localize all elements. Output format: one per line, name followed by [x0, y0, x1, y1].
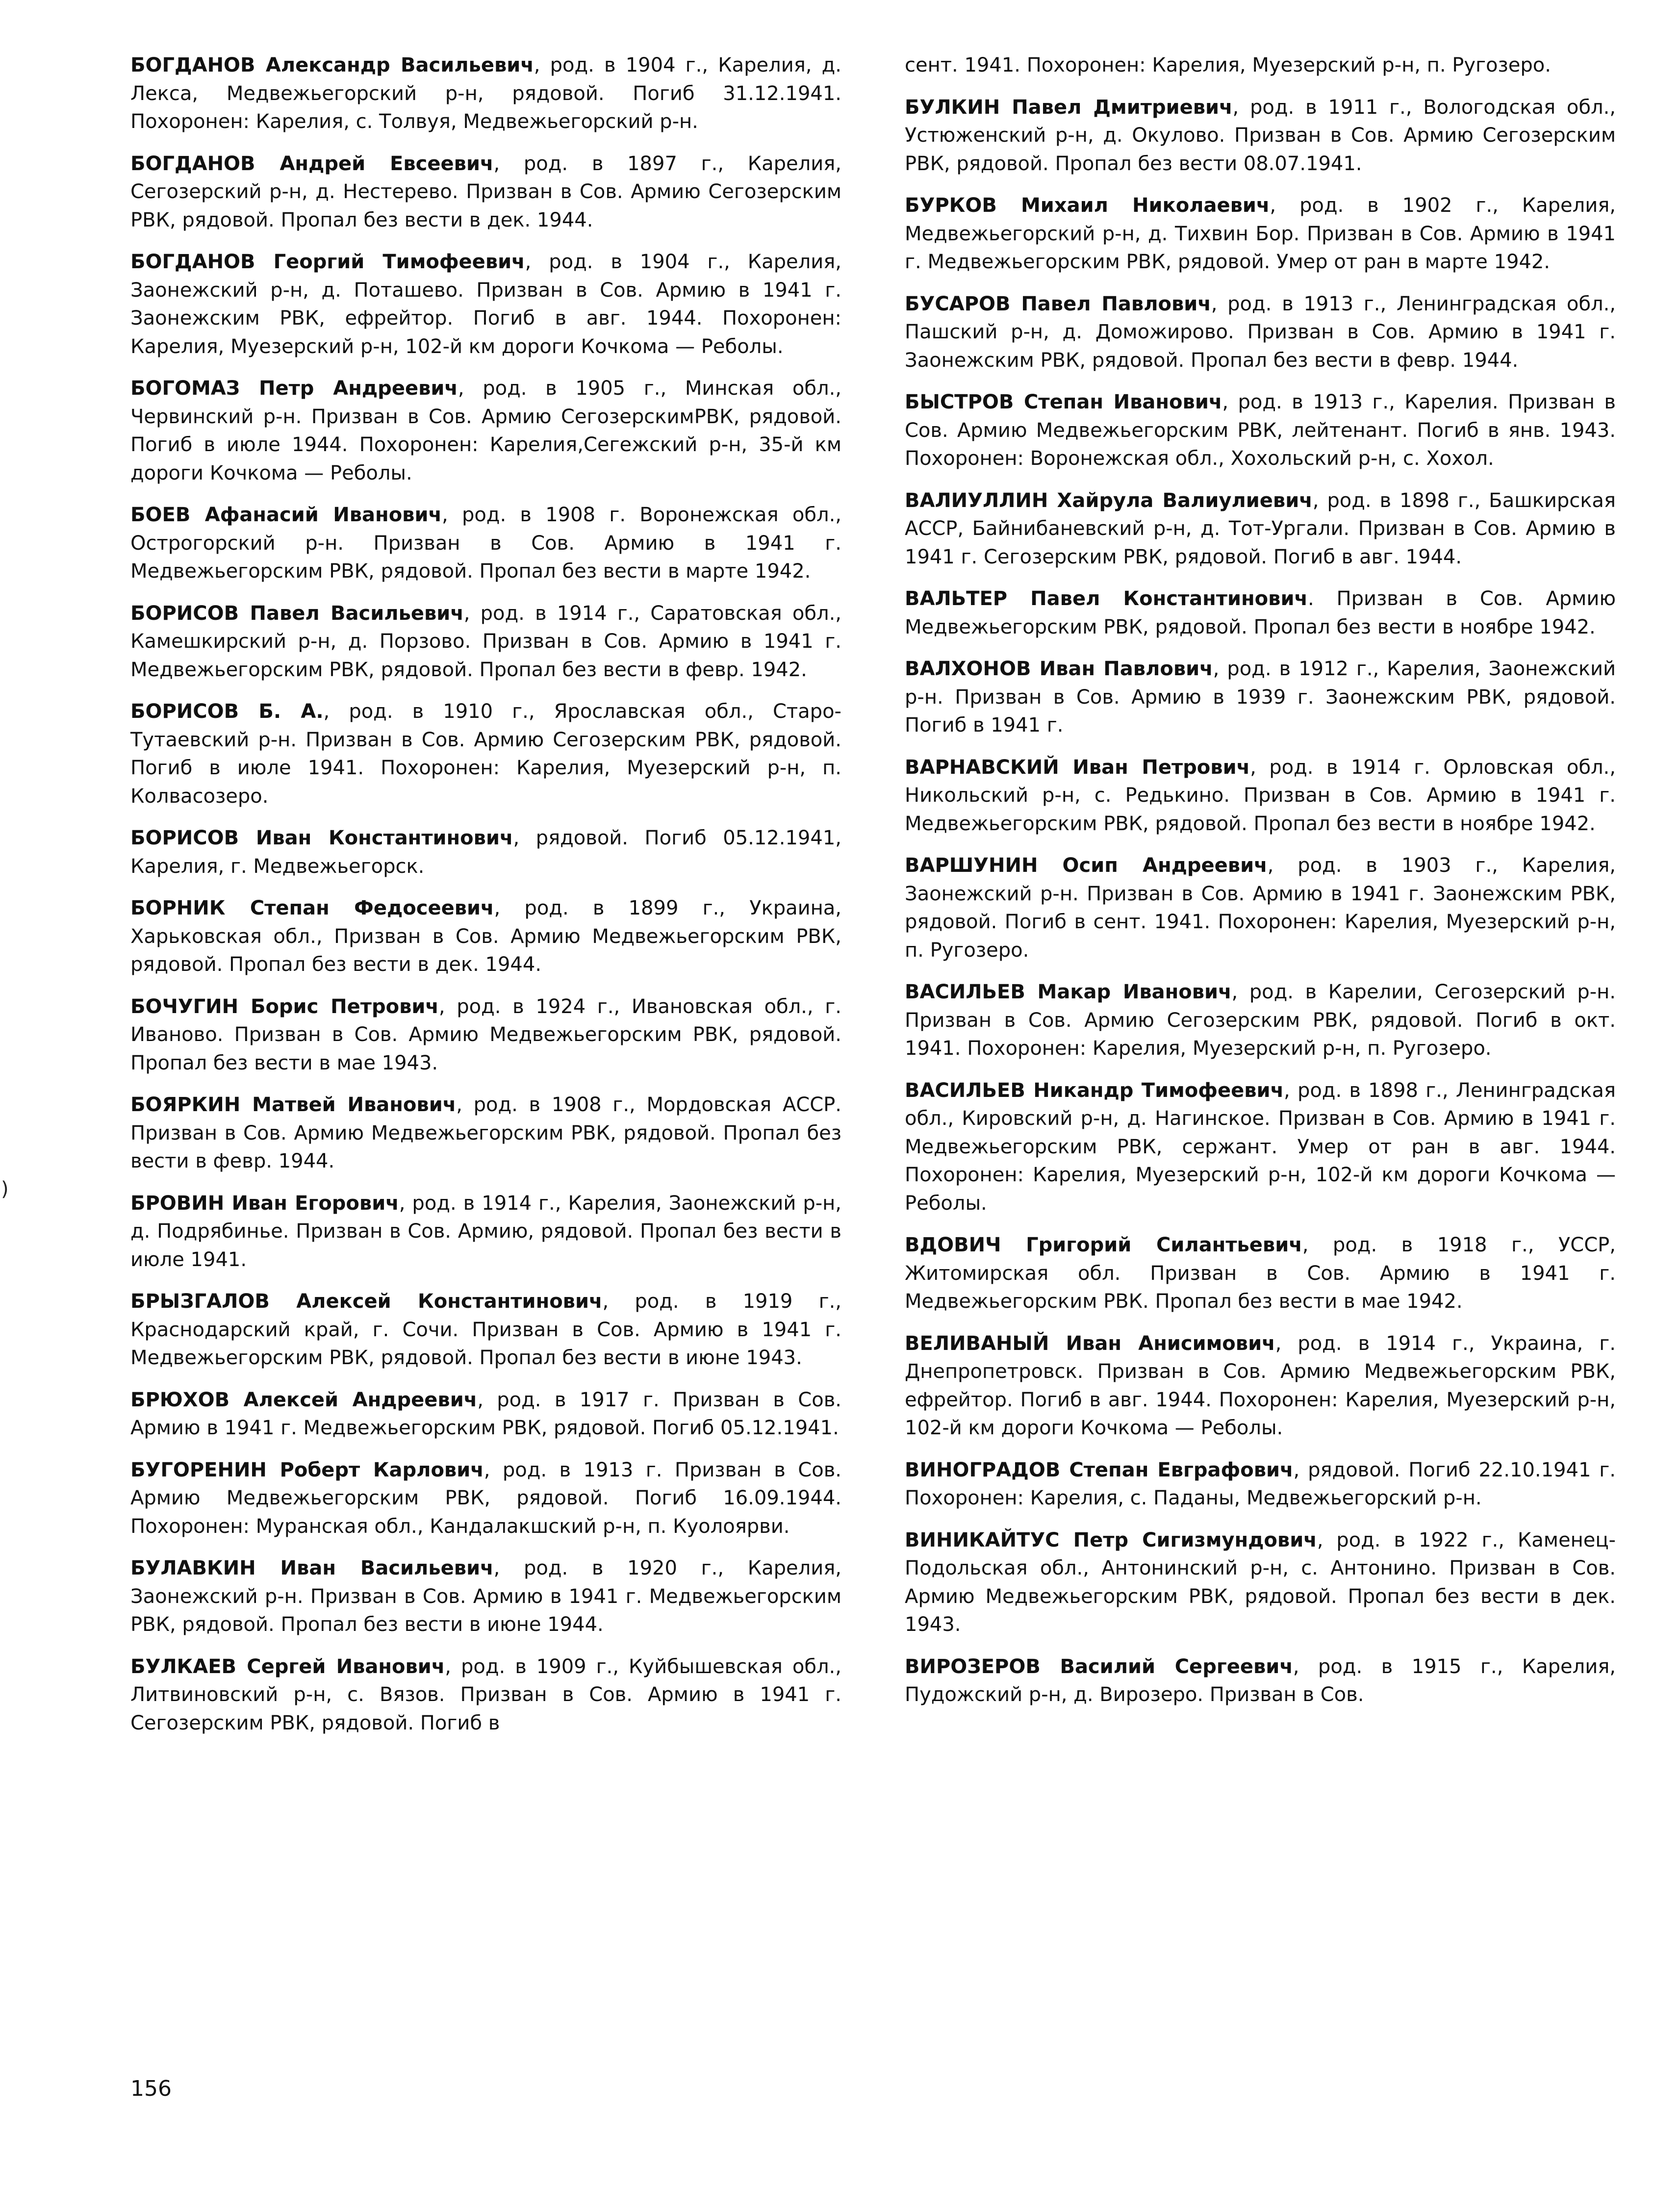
entry-text: , род. в 1914 г., Саратовская обл., Камешкирский р-н, д. Порзово. Призван в Сов. Армию в 1941 г. Медвежьегорским РВК, рядовой. Пропал без вести в февр. 1942. — [130, 602, 841, 681]
entry — [905, 978, 1616, 1063]
entry-text: , род. в 1904 г., Карелия, Заонежский р-н, д. Поташево. Призван в Сов. Армию в 1941 г. Заонежским РВК, ефрейтор. Погиб в авг. 1944. Похоронен: Карелия, Муезерский р-н, 102-й км дороги Кочкома — Реболы. — [130, 251, 841, 358]
margin-mark: ) — [1, 1178, 9, 1200]
entry — [905, 585, 1616, 641]
entry-name: ВАРНАВСКИЙ Иван Петрович — [905, 756, 1250, 779]
entry — [130, 824, 841, 881]
entry-text: , род. в 1909 г., Куйбышевская обл., Литвиновский р-н, с. Вязов. Призван в Сов. Армию в 1941 г. Сегозерским РВК, рядовой. Погиб в — [130, 1655, 841, 1734]
entry — [130, 1653, 841, 1738]
entry-text: , род. в 1908 г. Воронежская обл., Острогорский р-н. Призван в Сов. Армию в 1941 г. Медвежьегорским РВК, рядовой. Пропал без вести в марте 1942. — [130, 504, 841, 583]
entry-text: , род. в 1922 г., Каменец-Подольская обл., Антонинский р-н, с. Антонино. Призван в Сов. Армию Медвежьегорским РВК, рядовой. Пропал без вести в дек. 1943. — [905, 1528, 1616, 1636]
entry-text: , род. в 1908 г., Мордовская АССР. Призван в Сов. Армию Медвежьегорским РВК, рядовой. Пропал без вести в февр. 1944. — [130, 1093, 841, 1172]
entry — [905, 754, 1616, 839]
entry-name: ВИРОЗЕРОВ Василий Сергеевич — [905, 1655, 1293, 1678]
entry-text: , род. в 1899 г., Украина, Харьковская обл., Призван в Сов. Армию Медвежьегорским РВК, рядовой. Пропал без вести в дек. 1944. — [130, 897, 842, 976]
entry — [130, 51, 841, 136]
entry-text: , род. в 1914 г., Украина, г. Днепропетровск. Призван в Сов. Армию Медвежьегорским РВК, ефрейтор. Погиб в авг. 1944. Похоронен: Карелия, Муезерский р-н, 102-й км дороги Кочкома — Реболы. — [905, 1332, 1616, 1439]
entry — [905, 1456, 1616, 1513]
entry-name: ВИНИКАЙТУС Петр Сигизмундович — [905, 1528, 1317, 1551]
entry-text: , род. в 1917 г. Призван в Сов. Армию в 1941 г. Медвежьегорским РВК, рядовой. Погиб 05.12.1941. — [130, 1388, 841, 1439]
entry-text: , род. в 1913 г., Ленинградская обл., Пашский р-н, д. Доможирово. Призван в Сов. Армию в 1941 г. Заонежским РВК, рядовой. Пропал без вести в февр. 1944. — [905, 292, 1616, 372]
entry — [130, 1091, 841, 1176]
entry — [905, 852, 1616, 965]
entry-name: ВАЛХОНОВ Иван Павлович — [905, 658, 1213, 680]
entry-text: , род. в 1918 г., УССР, Житомирская обл. Призван в Сов. Армию в 1941 г. Медвежьегорским РВК. Пропал без вести в мае 1942. — [905, 1234, 1616, 1313]
entry-text: , род. в 1920 г., Карелия, Заонежский р-н. Призван в Сов. Армию в 1941 г. Медвежьегорским РВК, рядовой. Пропал без вести в июне 1944. — [130, 1557, 842, 1636]
entry — [905, 388, 1616, 473]
entry-name: ВДОВИЧ Григорий Силантьевич — [905, 1234, 1302, 1256]
left-column — [130, 51, 841, 1751]
entry — [905, 94, 1616, 178]
entry-name: БОГДАНОВ Александр Васильевич — [130, 54, 534, 76]
entry-text: , рядовой. Погиб 22.10.1941 г. Похоронен: Карелия, с. Паданы, Медвежьегорский р-н. — [905, 1458, 1616, 1509]
right-column — [905, 51, 1616, 1723]
entry-name: БРЮХОВ Алексей Андреевич — [130, 1388, 478, 1411]
entry — [130, 501, 841, 586]
entry-text: , род. в 1914 г., Карелия, Заонежский р-н, д. Подрябинье. Призван в Сов. Армию, рядовой. Пропал без вести в июле 1941. — [130, 1192, 842, 1271]
entry-name: ВИНОГРАДОВ Степан Евграфович — [905, 1458, 1294, 1481]
entry-name: БОГДАНОВ Георгий Тимофеевич — [130, 251, 525, 273]
entry-text: , рядовой. Погиб 05.12.1941, Карелия, г. Медвежьегорск. — [130, 827, 841, 878]
entry-name: БОЕВ Афанасий Иванович — [130, 504, 442, 526]
entry-text: , род. в 1902 г., Карелия, Медвежьегорский р-н, д. Тихвин Бор. Призван в Сов. Армию в 1941 г. Медвежьегорским РВК, рядовой. Умер от ран в марте 1942. — [905, 194, 1616, 273]
entry-name: БУРКОВ Михаил Николаевич — [905, 194, 1270, 217]
entry-text: , род. в 1914 г. Орловская обл., Никольский р-н, с. Редькино. Призван в Сов. Армию в 1941 г. Медвежьегорским РВК, рядовой. Пропал без вести в ноябре 1942. — [905, 756, 1616, 835]
entry-name: БРЫЗГАЛОВ Алексей Константинович — [130, 1290, 603, 1313]
entry-text: , род. в 1915 г., Карелия, Пудожский р-н, д. Вирозеро. Призван в Сов. — [905, 1655, 1616, 1706]
entry-text: , род. в 1905 г., Минская обл., Червинский р-н. Призван в Сов. Армию СегозерскимРВК, рядовой. Погиб в июле 1944. Похоронен: Карелия,Сегежский р-н, 35-й км дороги Кочкома — Реболы. — [130, 377, 841, 484]
entry-name: ВАРШУНИН Осип Андреевич — [905, 854, 1268, 877]
entry-text: , род. в 1919 г., Краснодарский край, г. Сочи. Призван в Сов. Армию в 1941 г. Медвежьегорским РВК, рядовой. Пропал без вести в июне 1943. — [130, 1290, 842, 1369]
entry — [130, 698, 841, 811]
entry-name: ВЕЛИВАНЫЙ Иван Анисимович — [905, 1332, 1275, 1355]
entry-name: БОГДАНОВ Андрей Евсеевич — [130, 152, 494, 175]
entry — [130, 894, 841, 979]
entry — [130, 1288, 841, 1373]
entry-text: , род. в 1897 г., Карелия, Сегозерский р-н, д. Нестерево. Призван в Сов. Армию Сегозерским РВК, рядовой. Пропал без вести в дек. 1944. — [130, 152, 842, 231]
entry-name: БОРНИК Степан Федосеевич — [130, 897, 494, 919]
entry-text: , род. в 1924 г., Ивановская обл., г. Иваново. Призван в Сов. Армию Медвежьегорским РВК, рядовой. Пропал без вести в мае 1943. — [130, 995, 841, 1074]
entry-name: БЫСТРОВ Степан Иванович — [905, 391, 1222, 413]
entry-text: , род. в Карелии, Сегозерский р-н. Призван в Сов. Армию Сегозерским РВК, рядовой. Погиб в окт. 1941. Похоронен: Карелия, Муезерский р-н, п. Ругозеро. — [905, 981, 1616, 1060]
entry — [905, 487, 1616, 572]
entry — [130, 1190, 841, 1274]
entry-text: , род. в 1913 г., Карелия. Призван в Сов. Армию Медвежьегорским РВК, лейтенант. Погиб в янв. 1943. Похоронен: Воронежская обл., Хохольский р-н, с. Хохол. — [905, 391, 1616, 470]
entry — [905, 1077, 1616, 1218]
entry-name: БУЛКИН Павел Дмитриевич — [905, 96, 1233, 119]
entry-text: , род. в 1898 г., Ленинградская обл., Кировский р-н, д. Нагинское. Призван в Сов. Армию в 1941 г. Медвежьегорским РВК, сержант. Умер от ран в авг. 1944. Похоронен: Карелия, Муезерский р-н, 102-й км дороги Кочкома — Реболы. — [905, 1079, 1616, 1215]
entry — [905, 655, 1616, 740]
entry-name: БУЛКАЕВ Сергей Иванович — [130, 1655, 445, 1678]
entry-text: , род. в 1903 г., Карелия, Заонежский р-н. Призван в Сов. Армию в 1941 г. Заонежским РВК, рядовой. Погиб в сент. 1941. Похоронен: Карелия, Муезерский р-н, п. Ругозеро. — [905, 854, 1616, 962]
entry-name: ВАЛЬТЕР Павел Константинович — [905, 587, 1308, 610]
entry — [130, 600, 841, 685]
entry-name: БОЧУГИН Борис Петрович — [130, 995, 439, 1018]
entry-name: ВАСИЛЬЕВ Никандр Тимофеевич — [905, 1079, 1284, 1102]
entry-text: , род. в 1904 г., Карелия, д. Лекса, Медвежьегорский р-н, рядовой. Погиб 31.12.1941. Похоронен: Карелия, с. Толвуя, Медвежьегорский р-н. — [130, 54, 841, 133]
entry — [130, 1386, 841, 1443]
entry-name: БУСАРОВ Павел Павлович — [905, 292, 1211, 315]
entry-name: БРОВИН Иван Егорович — [130, 1192, 399, 1215]
entry-name: ВАСИЛЬЕВ Макар Иванович — [905, 981, 1232, 1003]
entry-continuation: сент. 1941. Похоронен: Карелия, Муезерский р-н, п. Ругозеро. — [905, 54, 1551, 76]
entry — [130, 150, 841, 235]
entry-name: БУЛАВКИН Иван Васильевич — [130, 1557, 494, 1579]
entry — [905, 290, 1616, 375]
entry — [905, 1330, 1616, 1443]
entry-name: БОЯРКИН Матвей Иванович — [130, 1093, 457, 1116]
entry — [130, 375, 841, 487]
entry-text: , род. в 1910 г., Ярославская обл., Старо-Тутаевский р-н. Призван в Сов. Армию Сегозерским РВК, рядовой. Погиб в июле 1941. Похоронен: Карелия, Муезерский р-н, п. Колвасозеро. — [130, 700, 841, 808]
entry-text: , род. в 1912 г., Карелия, Заонежский р-н. Призван в Сов. Армию в 1939 г. Заонежским РВК, рядовой. Погиб в 1941 г. — [905, 658, 1616, 737]
entry — [130, 1456, 841, 1541]
entry — [130, 993, 841, 1078]
entry-name: БУГОРЕНИН Роберт Карлович — [130, 1458, 484, 1481]
entry — [905, 1526, 1616, 1639]
entry-name: БОРИСОВ Павел Васильевич — [130, 602, 464, 625]
page-number: 156 — [130, 2076, 172, 2101]
entry — [905, 192, 1616, 277]
entry-text: , род. в 1911 г., Вологодская обл., Устюженский р-н, д. Окулово. Призван в Сов. Армию Сегозерским РВК, рядовой. Пропал без вести 08.07.1941. — [905, 96, 1616, 175]
entry-name: БОРИСОВ Б. А. — [130, 700, 324, 723]
entry-text: , род. в 1913 г. Призван в Сов. Армию Медвежьегорским РВК, рядовой. Погиб 16.09.1944. Похоронен: Муранская обл., Кандалакшский р-н, п. Куолоярви. — [130, 1458, 841, 1538]
entry — [130, 1554, 841, 1639]
entry — [905, 1231, 1616, 1316]
entry-name: БОРИСОВ Иван Константинович — [130, 827, 513, 849]
entry-text: . Призван в Сов. Армию Медвежьегорским РВК, рядовой. Пропал без вести в ноябре 1942. — [905, 587, 1616, 638]
entry — [130, 248, 841, 361]
entry-text: , род. в 1898 г., Башкирская АССР, Байнибаневский р-н, д. Тот-Ургали. Призван в Сов. Армию в 1941 г. Сегозерским РВК, рядовой. Погиб в авг. 1944. — [905, 489, 1616, 568]
entry-name: БОГОМАЗ Петр Андреевич — [130, 377, 458, 400]
entry-name: ВАЛИУЛЛИН Хайрула Валиулиевич — [905, 489, 1313, 512]
entry — [905, 1653, 1616, 1709]
